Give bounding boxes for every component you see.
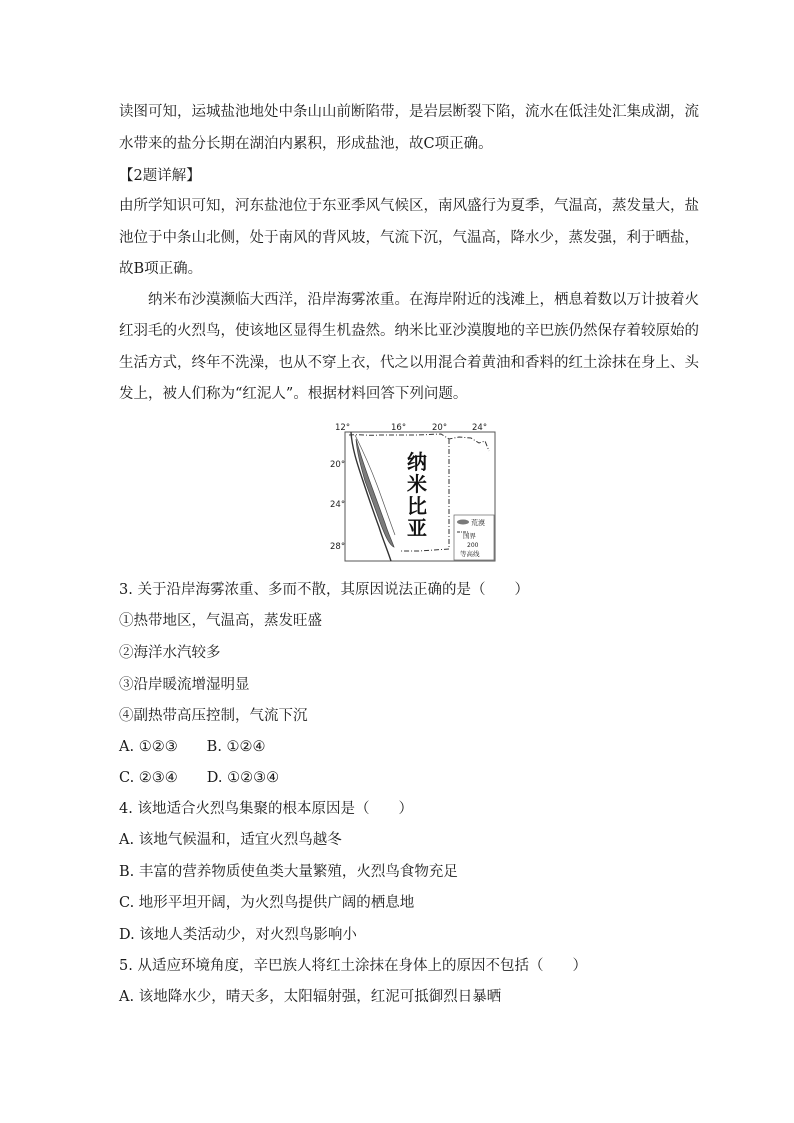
question-line: D. 该地人类活动少，对火烈鸟影响小 <box>119 927 357 943</box>
text-line: 红羽毛的火烈鸟，使该地区显得生机盎然。纳米比亚沙漠腹地的辛巴族仍然保存着较原始的 <box>119 323 699 339</box>
question-line: A. 该地气候温和，适宜火烈鸟越冬 <box>119 832 342 848</box>
country-name-char: 米 <box>407 472 427 496</box>
legend-boundary-label: 国界 <box>463 532 476 540</box>
text-line: 故B项正确。 <box>119 261 203 277</box>
country-name-char: 纳 <box>407 450 427 474</box>
text-line: 水带来的盐分长期在湖泊内累积，形成盐池，故C项正确。 <box>119 136 493 152</box>
question-line: ③沿岸暖流增湿明显 <box>119 677 250 693</box>
text-line: 纳米布沙漠濒临大西洋，沿岸海雾浓重。在海岸附近的浅滩上，栖息着数以万计披着火 <box>148 292 699 308</box>
section-heading: 【2题详解】 <box>119 168 201 184</box>
question-line: 4. 该地适合火烈鸟集聚的根本原因是（ ） <box>119 801 413 817</box>
question-line: C. ②③④ D. ①②③④ <box>119 770 280 786</box>
map-left-label: 28° <box>330 542 346 552</box>
legend-contour-label: 等高线 <box>460 550 480 558</box>
country-name-char: 比 <box>407 494 427 518</box>
question-line: C. 地形平坦开阔，为火烈鸟提供广阔的栖息地 <box>119 895 415 911</box>
text-line: 读图可知，运城盐池地处中条山山前断陷带，是岩层断裂下陷，流水在低洼处汇集成湖，流 <box>119 104 699 120</box>
desert-legend-icon <box>457 520 469 525</box>
text-line: 由所学知识可知，河东盐池位于东亚季风气候区，南风盛行为夏季，气温高，蒸发量大，盐 <box>119 198 699 214</box>
text-line: 生活方式，终年不洗澡，也从不穿上衣，代之以用混合着黄油和香料的红土涂抹在身上、头 <box>119 355 699 371</box>
map-top-label: 20° <box>432 423 448 433</box>
question-line: 5. 从适应环境角度，辛巴族人将红土涂抹在身体上的原因不包括（ ） <box>119 958 587 974</box>
question-line: B. 丰富的营养物质使鱼类大量繁殖，火烈鸟食物充足 <box>119 864 458 880</box>
country-name-char: 亚 <box>407 516 427 540</box>
question-line: ②海洋水汽较多 <box>119 645 221 661</box>
map-left-label: 20° <box>330 460 346 470</box>
map-legend <box>454 515 494 560</box>
question-line: ①热带地区，气温高，蒸发旺盛 <box>119 613 322 629</box>
text-line: 池位于中条山北侧，处于南风的背风坡，气流下沉，气温高，降水少，蒸发强，利于晒盐， <box>119 230 699 246</box>
namibia-map <box>329 423 497 563</box>
map-left-label: 24° <box>330 500 346 510</box>
text-line: 发上，被人们称为“红泥人”。根据材料回答下列问题。 <box>119 386 468 402</box>
legend-contour-value: 200 <box>467 542 479 549</box>
question-line: 3. 关于沿岸海雾浓重、多而不散，其原因说法正确的是（ ） <box>119 582 529 598</box>
map-top-label: 16° <box>391 423 407 433</box>
map-top-label: 12° <box>335 423 351 433</box>
question-line: A. ①②③ B. ①②④ <box>119 739 266 755</box>
legend-desert-label: 荒漠 <box>471 519 485 527</box>
question-line: A. 该地降水少，晴天多，太阳辐射强，红泥可抵御烈日暴晒 <box>119 989 502 1005</box>
map-top-label: 24° <box>472 423 488 433</box>
question-line: ④副热带高压控制，气流下沉 <box>119 708 308 724</box>
